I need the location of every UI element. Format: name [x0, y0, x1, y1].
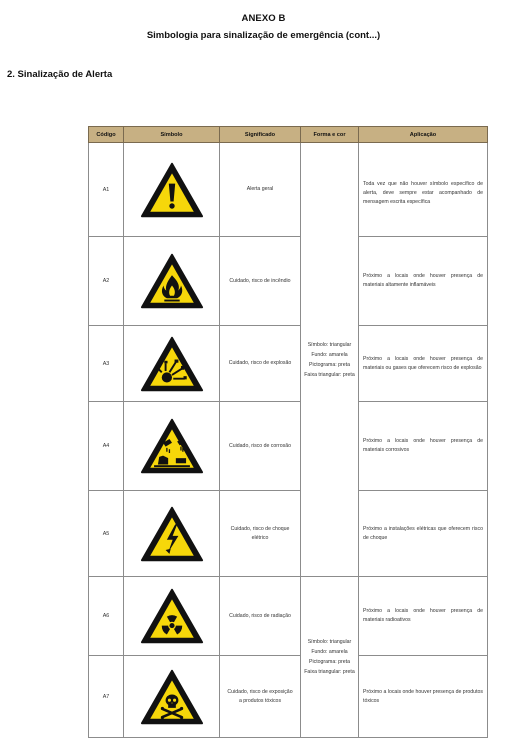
- table-row: [89, 402, 488, 491]
- row-meaning: Cuidado, risco de radiação: [220, 577, 301, 656]
- table-header-row: [89, 127, 488, 143]
- form-color-cell: [301, 577, 359, 738]
- form-line: Faixa triangular: preta: [304, 669, 355, 675]
- row-application: Próximo a locais onde houver presença de produtos tóxicos: [359, 656, 488, 738]
- symbol-cell: [124, 402, 220, 491]
- table-row: [89, 577, 488, 656]
- symbol-cell: [124, 143, 220, 237]
- row-code: A7: [89, 656, 124, 738]
- row-application: Próximo a locais onde houver presença de materiais altamente inflamáveis: [359, 237, 488, 326]
- corrosive-warning-icon: [140, 417, 204, 475]
- exclamation-warning-icon: [140, 161, 204, 219]
- column-header-application: Aplicação: [359, 127, 488, 143]
- row-code: A2: [89, 237, 124, 326]
- row-meaning: Cuidado, risco de exposição a produtos tóxicos: [220, 656, 301, 738]
- row-meaning: Cuidado, risco de corrosão: [220, 402, 301, 491]
- form-line: Fundo: amarela: [311, 649, 348, 655]
- row-meaning: Alerta geral: [220, 143, 301, 237]
- column-header-meaning: Significado: [220, 127, 301, 143]
- row-meaning: Cuidado, risco de choque elétrico: [220, 491, 301, 577]
- row-meaning: Cuidado, risco de explosão: [220, 326, 301, 402]
- column-header-code: Código: [89, 127, 124, 143]
- symbol-cell: [124, 656, 220, 738]
- electric-shock-warning-icon: [140, 505, 204, 563]
- form-line: Fundo: amarela: [311, 351, 348, 358]
- row-meaning: Cuidado, risco de incêndio: [220, 237, 301, 326]
- annex-title: ANEXO B: [241, 13, 286, 24]
- toxic-warning-icon: [140, 668, 204, 726]
- form-line: Pictograma: preta: [309, 361, 350, 368]
- column-header-form-color: Forma e cor: [301, 127, 359, 143]
- section-heading: 2. Sinalização de Alerta: [7, 69, 113, 80]
- symbol-cell: [124, 237, 220, 326]
- row-code: A6: [89, 577, 124, 656]
- row-application: Próximo a locais onde houver presença de materiais radioativos: [359, 577, 488, 656]
- signal-table-container: [88, 126, 487, 724]
- form-line: Símbolo: triangular: [307, 639, 352, 645]
- form-line: Pictograma: preta: [309, 659, 350, 665]
- form-line: Faixa triangular: preta: [304, 371, 355, 378]
- row-application: Próximo a instalações elétricas que oferecem risco de choque: [359, 491, 488, 577]
- table-row: [89, 656, 488, 738]
- row-code: A3: [89, 326, 124, 402]
- symbol-cell: [124, 491, 220, 577]
- table-row: [89, 237, 488, 326]
- symbol-cell: [124, 326, 220, 402]
- row-application: Próximo a locais onde houver presença de materiais ou gases que oferecem risco de explosão: [359, 326, 488, 402]
- signal-table: [88, 126, 488, 738]
- symbol-cell: [124, 577, 220, 656]
- row-code: A4: [89, 402, 124, 491]
- row-application: Toda vez que não houver símbolo específico de alerta, deve sempre estar acompanhado de mensagem escrita específica: [359, 143, 488, 237]
- annex-subtitle: Simbologia para sinalização de emergência (cont...): [146, 30, 381, 41]
- form-color-cell: [301, 143, 359, 577]
- table-row: [89, 143, 488, 237]
- form-line: Símbolo: triangular: [307, 341, 352, 348]
- radiation-warning-icon: [140, 587, 204, 645]
- table-row: [89, 326, 488, 402]
- table-row: [89, 491, 488, 577]
- flammable-warning-icon: [140, 252, 204, 310]
- row-code: A1: [89, 143, 124, 237]
- row-code: A5: [89, 491, 124, 577]
- explosive-warning-icon: [140, 335, 204, 393]
- row-application: Próximo a locais onde houver presença de materiais corrosivos: [359, 402, 488, 491]
- column-header-symbol: Símbolo: [124, 127, 220, 143]
